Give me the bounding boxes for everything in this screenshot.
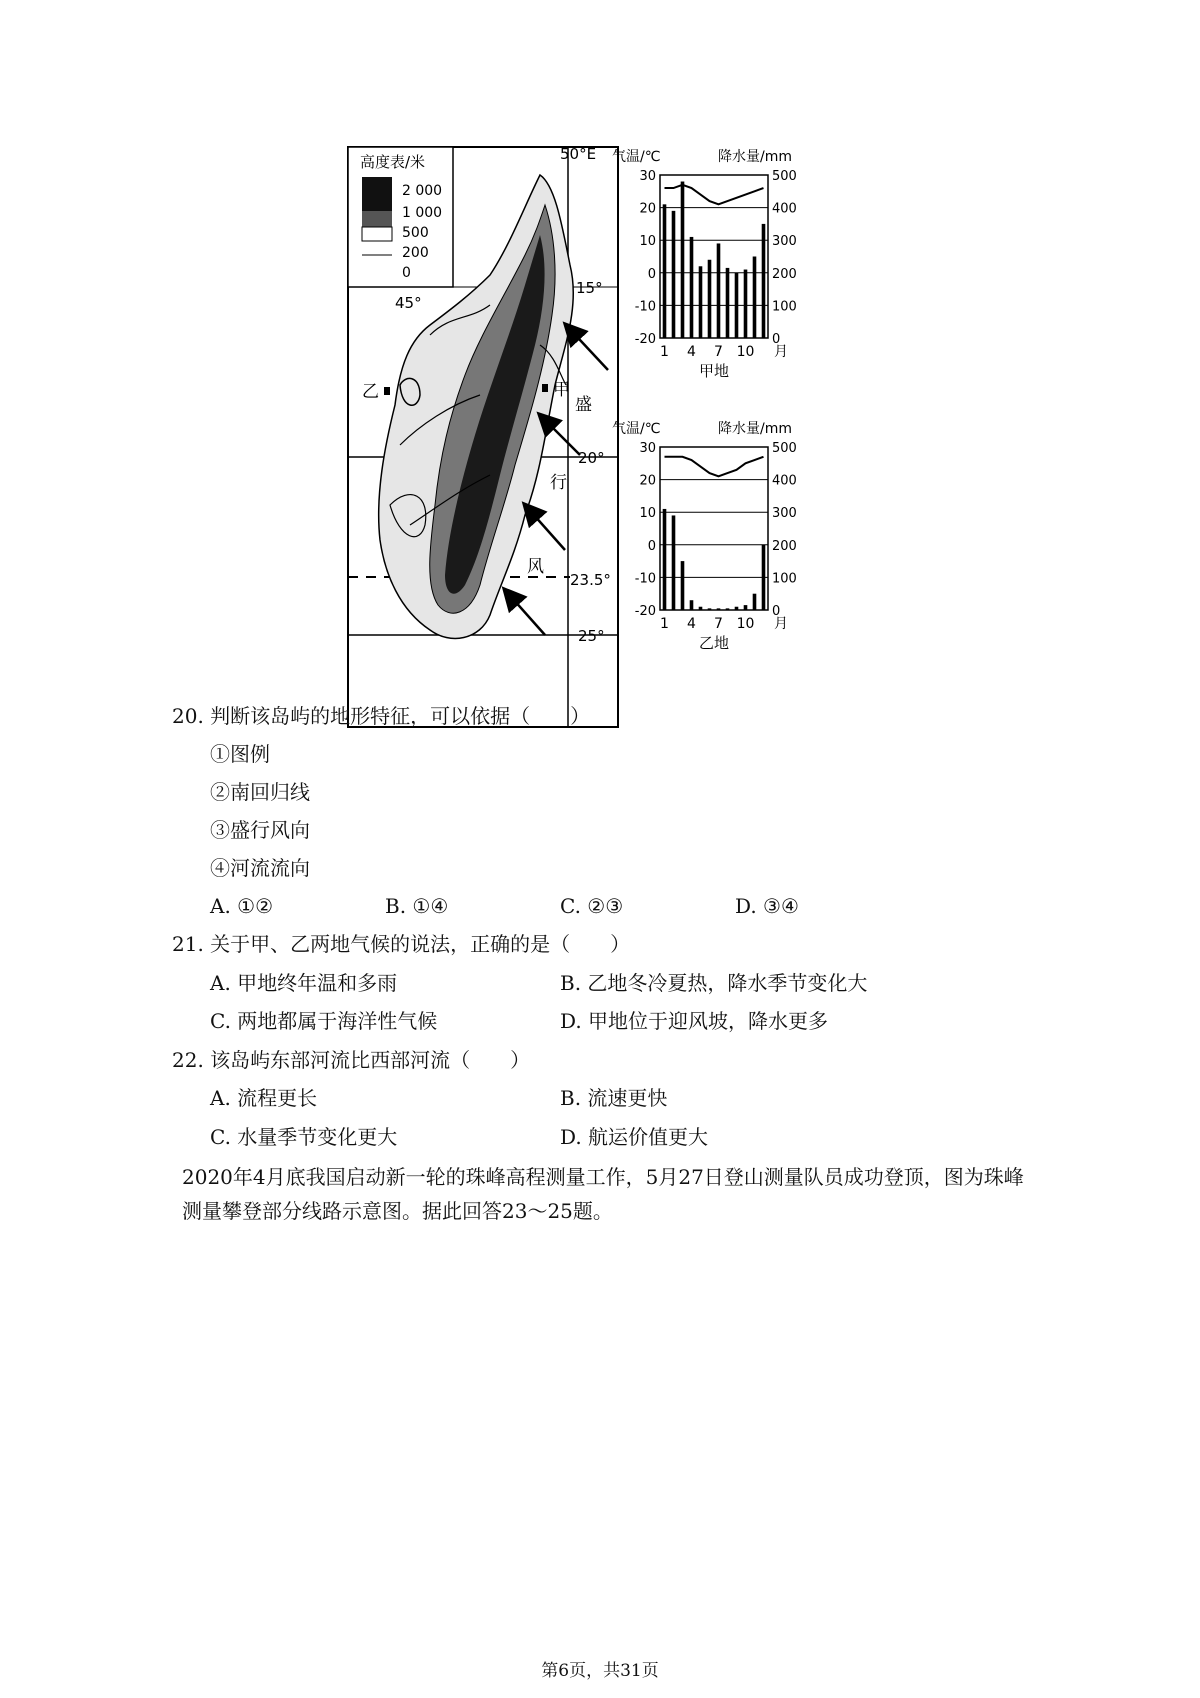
temp-tick-label: 0	[647, 538, 656, 554]
chart-caption: 乙地	[698, 634, 730, 652]
chart-caption: 甲地	[698, 362, 730, 380]
temp-tick-label: 30	[639, 441, 656, 456]
label-wind-1: 盛	[575, 395, 592, 415]
precip-bar	[735, 273, 739, 338]
month-tick-label: 10	[736, 344, 755, 360]
legend-level: 500	[402, 225, 429, 241]
chart-temp-axis-label: 气温/℃	[612, 421, 661, 437]
elevation-legend	[348, 147, 453, 287]
label-yi: 乙	[362, 382, 379, 402]
page-footer: 第6页，共31页	[541, 1661, 659, 1681]
question-22-option-a[interactable]: A. 流程更长	[210, 1086, 318, 1110]
question-22-stem: 22. 该岛屿东部河流比西部河流（ ）	[172, 1048, 531, 1072]
question-21-stem: 21. 关于甲、乙两地气候的说法，正确的是（ ）	[172, 932, 631, 956]
month-tick-label: 月	[774, 344, 788, 360]
label-lat-25: 25°	[578, 627, 605, 645]
precip-tick-label: 0	[772, 604, 781, 619]
precip-bar	[672, 211, 676, 338]
month-tick-label: 1	[660, 344, 669, 360]
precip-bar	[717, 608, 721, 610]
label-lat-23-5: 23.5°	[570, 571, 611, 589]
precip-bar	[753, 594, 757, 610]
precip-tick-label: 100	[772, 571, 797, 587]
label-50e: 50°E	[560, 145, 597, 163]
climate-chart-yi	[612, 420, 797, 652]
temp-line	[665, 185, 764, 205]
label-lat-15: 15°	[576, 279, 603, 297]
question-21-option-d[interactable]: D. 甲地位于迎风坡，降水更多	[560, 1009, 829, 1033]
precip-bar	[708, 608, 712, 610]
precip-bar	[690, 600, 694, 610]
temp-tick-label: 10	[639, 234, 656, 250]
temp-tick-label: 20	[639, 473, 656, 489]
precip-bar	[699, 607, 703, 610]
temp-tick-label: -20	[634, 332, 656, 347]
precip-bar	[753, 257, 757, 339]
label-wind-2: 行	[550, 473, 567, 493]
precip-tick-label: 500	[772, 169, 797, 184]
precip-bar	[663, 509, 667, 610]
chart-frame	[660, 175, 768, 338]
label-45: 45°	[395, 294, 422, 312]
question-21-option-b[interactable]: B. 乙地冬冷夏热，降水季节变化大	[560, 971, 868, 995]
legend-level: 2 000	[402, 183, 443, 199]
question-20-option-a[interactable]: A. ①②	[210, 894, 274, 918]
legend-level: 200	[402, 245, 429, 261]
month-tick-label: 月	[774, 616, 788, 632]
question-20-stem: 20. 判断该岛屿的地形特征，可以依据（ ）	[172, 704, 591, 728]
island-figure	[340, 145, 880, 730]
precip-tick-label: 200	[772, 538, 797, 554]
question-20-item: ①图例	[210, 742, 270, 766]
climate-chart-jia	[612, 148, 797, 380]
precip-bar	[717, 243, 721, 338]
chart-precip-axis-label: 降水量/mm	[718, 149, 792, 165]
precip-tick-label: 500	[772, 441, 797, 456]
legend-level: 1 000	[402, 205, 443, 221]
temp-tick-label: 20	[639, 201, 656, 217]
temp-tick-label: -20	[634, 604, 656, 619]
month-tick-label: 10	[736, 616, 755, 632]
precip-bar	[681, 561, 685, 610]
label-lat-20: 20°	[578, 449, 605, 467]
precip-bar	[681, 182, 685, 338]
precip-tick-label: 0	[772, 332, 781, 347]
temp-tick-label: -10	[634, 299, 656, 315]
precip-bar	[726, 268, 730, 338]
label-wind-3: 风	[527, 557, 544, 577]
precip-bar	[744, 270, 748, 338]
precip-bar	[762, 545, 766, 610]
legend-title: 高度表/米	[360, 153, 426, 171]
precip-bar	[699, 266, 703, 338]
chart-frame	[660, 447, 768, 610]
temp-tick-label: 30	[639, 169, 656, 184]
question-22-option-d[interactable]: D. 航运价值更大	[560, 1125, 709, 1149]
month-tick-label: 4	[687, 616, 696, 632]
question-20-item: ④河流流向	[210, 856, 310, 880]
precip-bar	[762, 224, 766, 338]
question-22-option-b[interactable]: B. 流速更快	[560, 1086, 668, 1110]
question-20-option-d[interactable]: D. ③④	[735, 894, 799, 918]
month-tick-label: 7	[714, 616, 723, 632]
question-20-option-b[interactable]: B. ①④	[385, 894, 449, 918]
precip-bar	[726, 608, 730, 610]
precip-bar	[735, 607, 739, 610]
precip-tick-label: 400	[772, 473, 797, 489]
chart-precip-axis-label: 降水量/mm	[718, 421, 792, 437]
month-tick-label: 1	[660, 616, 669, 632]
precip-bar	[672, 515, 676, 610]
precip-tick-label: 100	[772, 299, 797, 315]
precip-bar	[744, 605, 748, 610]
precip-tick-label: 200	[772, 266, 797, 282]
question-21-option-a[interactable]: A. 甲地终年温和多雨	[210, 971, 398, 995]
question-20-item: ②南回归线	[210, 780, 310, 804]
precip-tick-label: 400	[772, 201, 797, 217]
precip-bar	[708, 260, 712, 338]
month-tick-label: 7	[714, 344, 723, 360]
chart-temp-axis-label: 气温/℃	[612, 149, 661, 165]
label-jia: 甲	[553, 380, 570, 400]
passage-23-25: 2020年4月底我国启动新一轮的珠峰高程测量工作，5月27日登山测量队员成功登顶，图为珠峰测量攀登部分线路示意图。据此回答23～25题。	[182, 1165, 1024, 1223]
precip-tick-label: 300	[772, 234, 797, 250]
temp-tick-label: 0	[647, 266, 656, 282]
question-20-item: ③盛行风向	[210, 818, 310, 842]
month-tick-label: 4	[687, 344, 696, 360]
precip-bar	[690, 237, 694, 338]
question-20-option-c[interactable]: C. ②③	[560, 894, 624, 918]
question-21-option-c[interactable]: C. 两地都属于海洋性气候	[210, 1009, 438, 1033]
legend-level: 0	[402, 265, 411, 281]
precip-tick-label: 300	[772, 506, 797, 522]
question-22-option-c[interactable]: C. 水量季节变化更大	[210, 1125, 398, 1149]
precip-bar	[663, 204, 667, 338]
temp-line	[665, 457, 764, 477]
temp-tick-label: 10	[639, 506, 656, 522]
temp-tick-label: -10	[634, 571, 656, 587]
